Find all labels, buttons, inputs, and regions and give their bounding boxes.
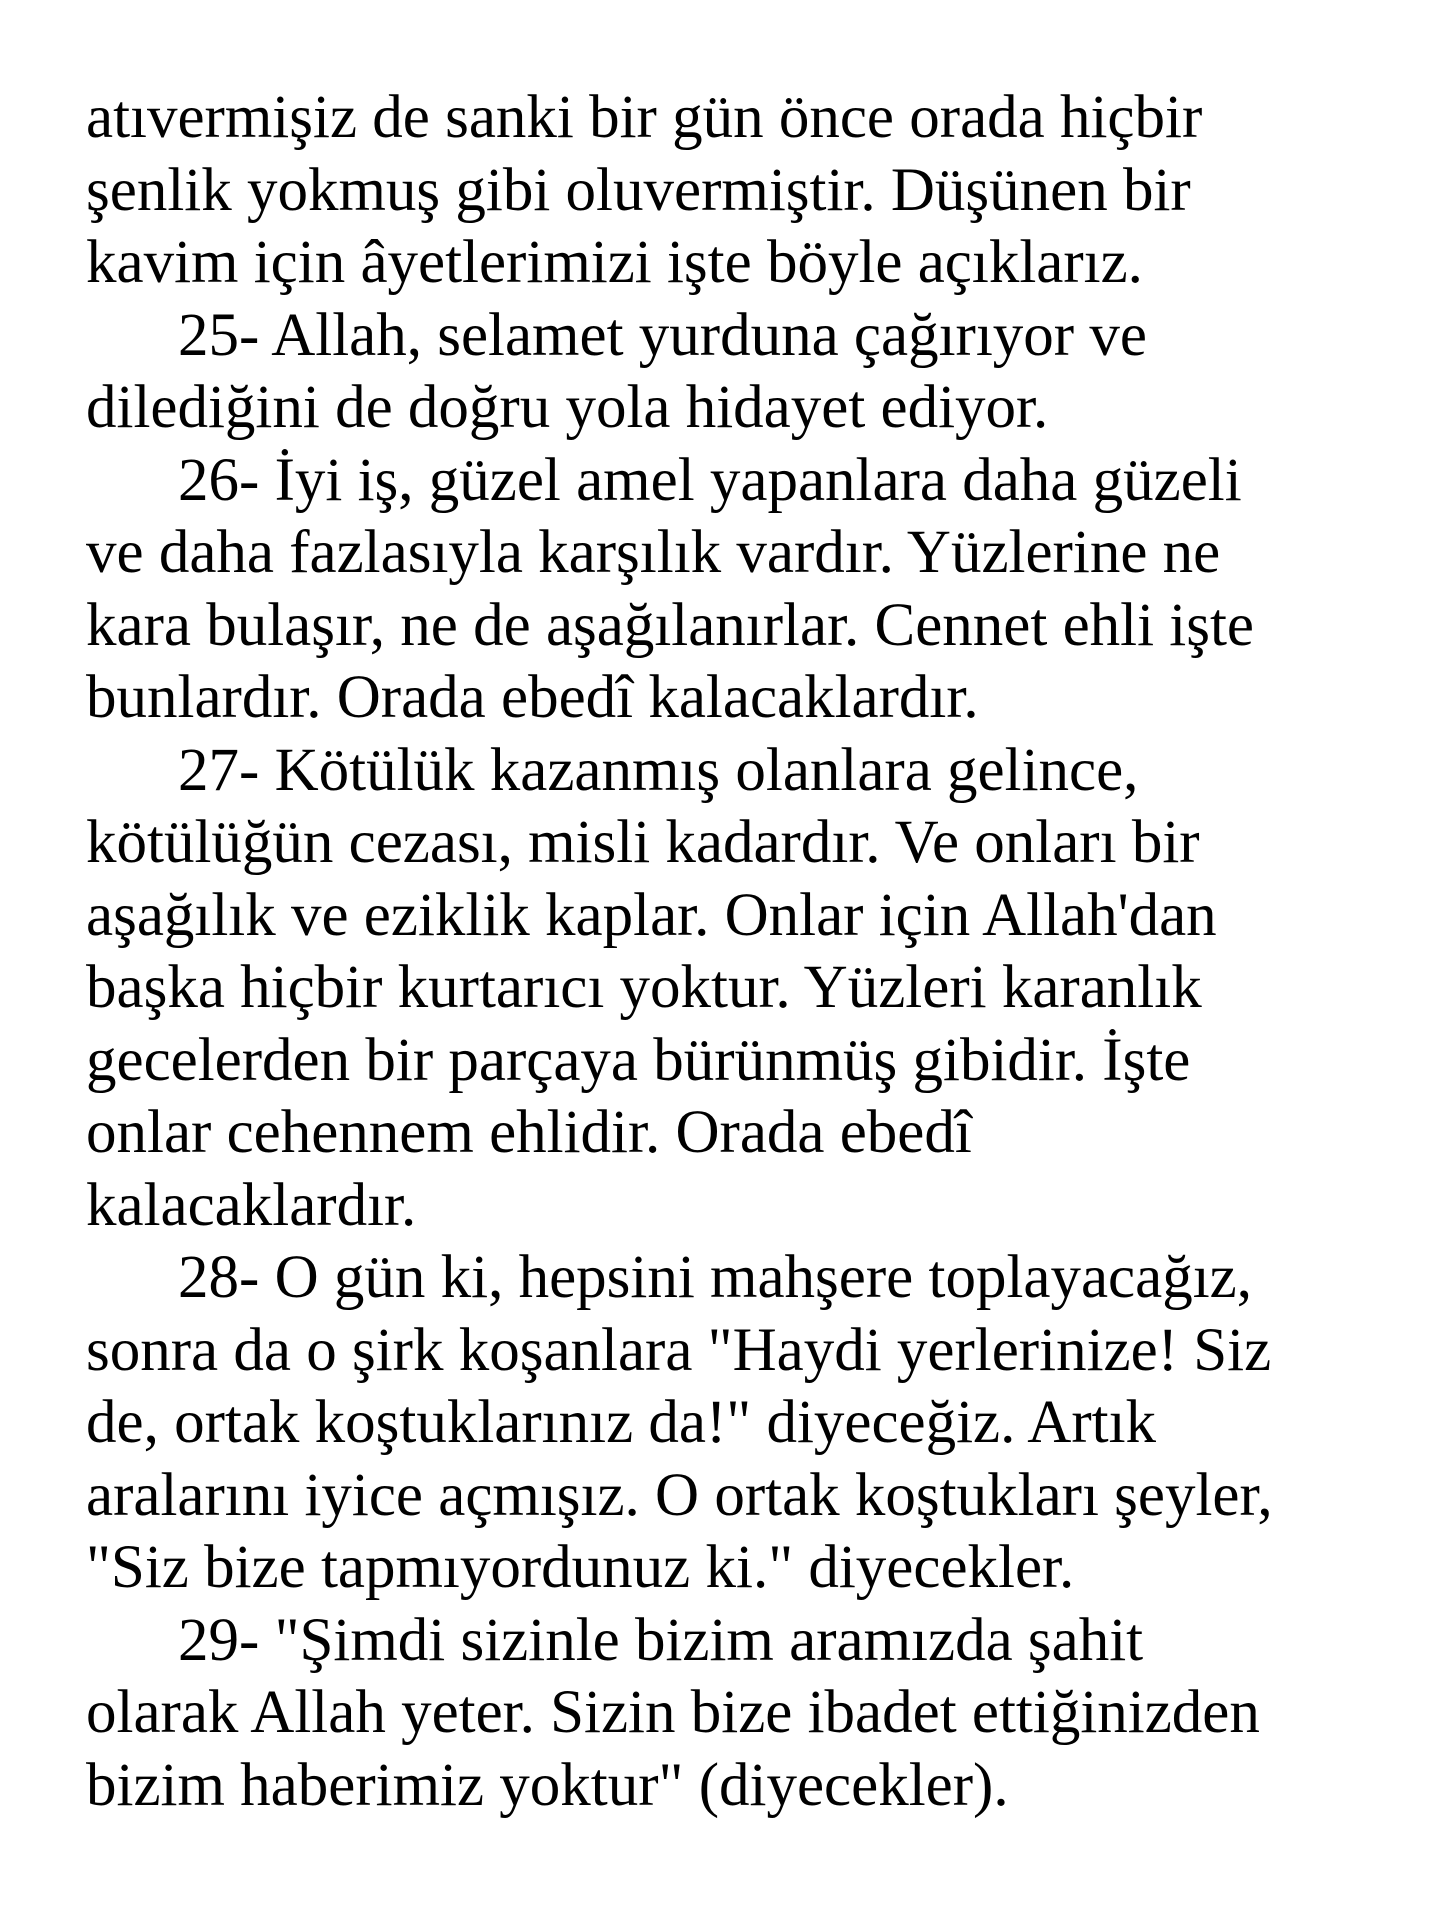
text-line: olarak Allah yeter. Sizin bize ibadet ettiğinizden — [86, 1679, 1260, 1746]
text-line: gecelerden bir parçaya bürünmüş gibidir. İşte — [86, 1026, 1191, 1094]
text-line: "Siz bize tapmıyordunuz ki." diyecekler. — [86, 1534, 1075, 1601]
text-line: aşağılık ve eziklik kaplar. Onlar için Allah'dan — [86, 881, 1217, 949]
text-line: 25- Allah, selamet yurduna çağırıyor ve — [178, 301, 1147, 369]
text-line: bizim haberimiz yoktur" (diyecekler). — [86, 1751, 1009, 1819]
text-line: bunlardır. Orada ebedî kalacaklardır. — [86, 664, 979, 731]
text-line: ve daha fazlasıyla karşılık vardır. Yüzlerine ne — [86, 519, 1221, 586]
text-line: kötülüğün cezası, misli kadardır. Ve onları bir — [86, 809, 1200, 876]
paragraph-verse-26 — [86, 445, 1386, 735]
text-line: sonra da o şirk koşanlara "Haydi yerlerinize! Siz — [86, 1316, 1272, 1384]
text-line: başka hiçbir kurtarıcı yoktur. Yüzleri karanlık — [86, 954, 1202, 1021]
text-line: kalacaklardır. — [86, 1171, 417, 1239]
paragraph-verse-25 — [86, 300, 1386, 445]
paragraph-verse-27 — [86, 735, 1386, 1243]
text-line: de, ortak koştuklarınız da!" diyeceğiz. Artık — [86, 1389, 1157, 1456]
text-line: 29- "Şimdi sizinle bizim aramızda şahit — [178, 1606, 1144, 1674]
text-line: şenlik yokmuş gibi oluvermiştir. Düşünen bir — [86, 156, 1191, 224]
text-line: dilediğini de doğru yola hidayet ediyor. — [86, 374, 1049, 441]
text-line: kavim için âyetlerimizi işte böyle açıklarız. — [86, 229, 1143, 296]
text-line: 27- Kötülük kazanmış olanlara gelince, — [178, 736, 1139, 804]
paragraph-verse-28 — [86, 1242, 1386, 1605]
text-line: 28- O gün ki, hepsini mahşere toplayacağız, — [178, 1244, 1252, 1311]
text-line: kara bulaşır, ne de aşağılanırlar. Cennet ehli işte — [86, 591, 1254, 659]
text-line: aralarını iyice açmışız. O ortak koştukları şeyler, — [86, 1461, 1273, 1529]
paragraph-verse-29 — [86, 1605, 1386, 1823]
paragraph-continuation — [86, 82, 1386, 300]
text-line: atıvermişiz de sanki bir gün önce orada hiçbir — [86, 84, 1203, 151]
text-line: onlar cehennem ehlidir. Orada ebedî — [86, 1099, 972, 1166]
text-line: 26- İyi iş, güzel amel yapanlara daha güzeli — [178, 446, 1242, 514]
document-page — [86, 82, 1386, 1822]
